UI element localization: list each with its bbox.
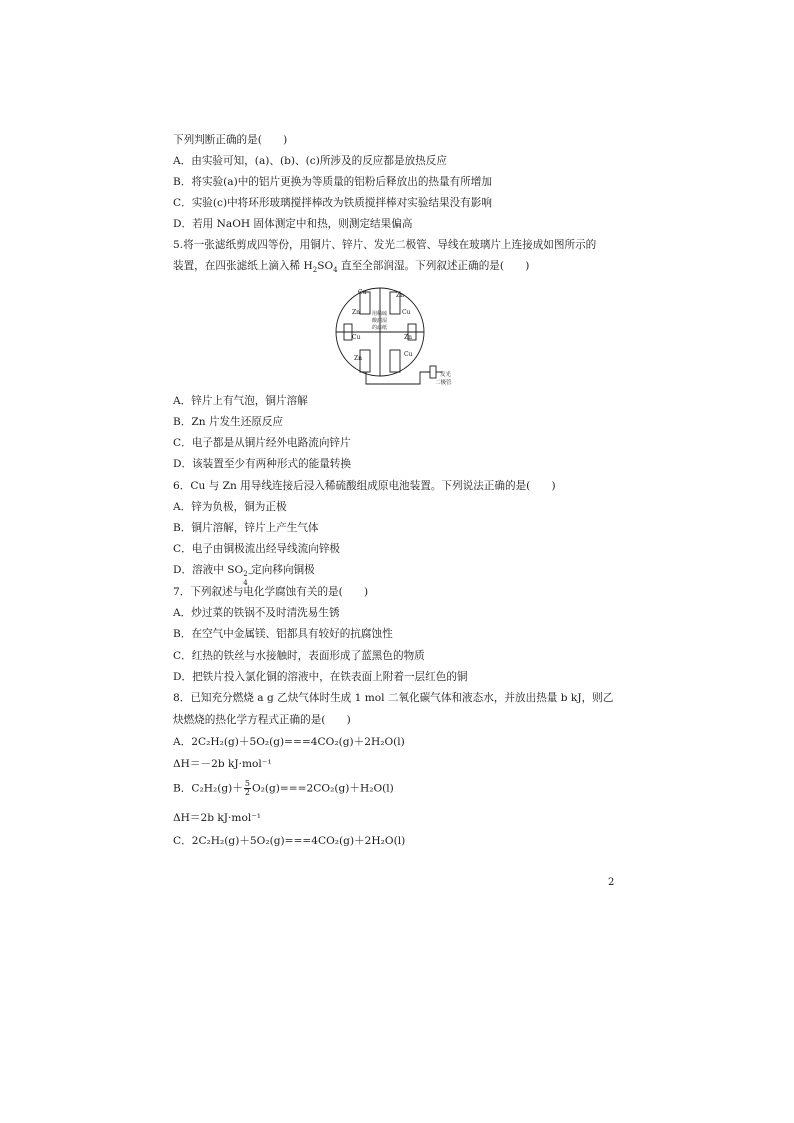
q4-stem: 下列判断正确的是( ) [173, 134, 288, 146]
electrode-bottom-right [390, 350, 400, 372]
center-label-3: 的滤纸 [372, 325, 388, 331]
q8-option-b-enthalpy: ΔH＝2b kJ·mol⁻¹ [173, 812, 262, 824]
page-number: 2 [608, 877, 615, 888]
q8-option-a: A．2C₂H₂(g)＋5O₂(g)===4CO₂(g)＋2H₂O(l) [173, 736, 405, 748]
q6-option-c: C．电子由铜极流出经导线流向锌极 [173, 543, 341, 555]
q8-option-b: B．C₂H₂(g)＋ $\frac{5}{2}$ O₂(g)===2CO₂(g)＋H₂O(l) [173, 779, 394, 797]
q7-option-a: A．炒过菜的铁锅不及时清洗易生锈 [173, 607, 340, 619]
fraction-five-halves: $\frac{5}{2}$ [244, 779, 250, 797]
q4-option-a: A．由实验可知，(a)、(b)、(c)所涉及的反应都是放热反应 [173, 155, 447, 167]
center-label-2: 酸润湿 [372, 318, 388, 324]
q5-option-b: B．Zn 片发生还原反应 [173, 416, 284, 428]
q4-option-b: B．将实验(a)中的铝片更换为等质量的铝粉后释放出的热量有所增加 [173, 176, 492, 188]
q4-option-d: D．若用 NaOH 固体测定中和热，则测定结果偏高 [173, 218, 413, 230]
q7-option-d: D．把铁片投入氯化铜的溶液中，在铁表面上附着一层红色的铜 [173, 671, 468, 683]
led-label-1: 发光 [440, 372, 452, 378]
q8-stem-line2: 炔燃烧的热化学方程式正确的是( ) [173, 714, 351, 726]
q5-stem-line2: 装置，在四张滤纸上滴入稀 $H_2SO_4$ 直至全部润湿。下列叙述正确的是( ) [173, 260, 530, 275]
label-cu-3: Cu [352, 334, 361, 341]
q6-stem: 6．Cu 与 Zn 用导线连接后浸入稀硫酸组成原电池装置。下列说法正确的是( ) [173, 480, 556, 492]
q5-stem-line1: 5.将一张滤纸剪成四等份，用铜片、锌片、发光二极管、导线在玻璃片上连接成如图所示的 [173, 239, 597, 251]
label-cu-2: Cu [402, 309, 411, 316]
q6-option-b: B．铜片溶解，锌片上产生气体 [173, 522, 319, 534]
center-label-1: 用稀硫 [372, 311, 388, 317]
label-cu-4: Cu [404, 351, 413, 358]
q5-option-a: A．锌片上有气泡，铜片溶解 [173, 395, 308, 407]
galvanic-cell-diagram [330, 284, 460, 389]
q7-option-b: B．在空气中金属镁、铝都具有较好的抗腐蚀性 [173, 628, 393, 640]
led-body [430, 366, 436, 378]
q6-option-d: D．溶液中 SO 2− 4 定向移向铜极 [173, 564, 315, 587]
q5-option-c: C．电子都是从铜片经外电路流向锌片 [173, 437, 351, 449]
q8-option-c: C．2C₂H₂(g)＋5O₂(g)===4CO₂(g)＋2H₂O(l) [173, 835, 406, 847]
q5-option-d: D．该装置至少有两种形式的能量转换 [173, 458, 351, 470]
led-label-2: 二极管 [435, 380, 452, 386]
q4-option-c: C．实验(c)中将环形玻璃搅拌棒改为铁质搅拌棒对实验结果没有影响 [173, 197, 492, 209]
q7-option-c: C．红热的铁丝与水接触时，表面形成了蓝黑色的物质 [173, 650, 425, 662]
label-zn-1: Zn [396, 292, 405, 299]
q6-option-a: A．锌为负极，铜为正极 [173, 501, 287, 513]
q7-stem: 7．下列叙述与电化学腐蚀有关的是( ) [173, 586, 369, 598]
q8-stem-line1: 8．已知充分燃烧 a g 乙炔气体时生成 1 mol 二氧化碳气体和液态水，并放出热量 b kJ，则乙 [173, 692, 614, 704]
q8-option-a-enthalpy: ΔH＝－2b kJ·mol⁻¹ [173, 758, 272, 770]
wire-bottom [366, 372, 430, 384]
label-zn-4: Zn [354, 355, 363, 362]
label-zn-2: Zn [352, 309, 361, 316]
label-cu-1: Cu [358, 289, 367, 296]
label-zn-3: Zn [404, 334, 413, 341]
